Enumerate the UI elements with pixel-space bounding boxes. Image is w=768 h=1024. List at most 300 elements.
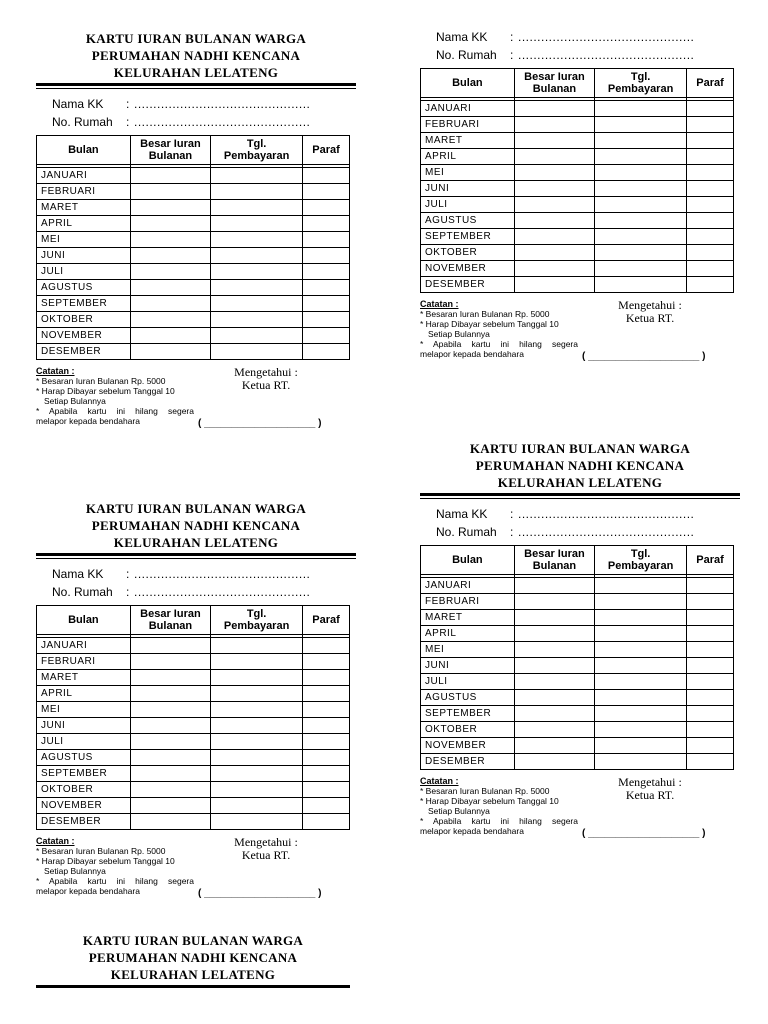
amount-cell[interactable] <box>130 168 210 184</box>
amount-cell[interactable] <box>130 280 210 296</box>
amount-cell[interactable] <box>514 245 594 261</box>
date-cell[interactable] <box>595 229 687 245</box>
month-cell: OKTOBER <box>421 722 515 738</box>
date-cell[interactable] <box>595 117 687 133</box>
table-row <box>37 766 350 782</box>
month-cell: JANUARI <box>37 638 131 654</box>
colon: : <box>126 567 130 581</box>
paraf-cell[interactable] <box>687 261 734 277</box>
paraf-cell[interactable] <box>303 264 350 280</box>
amount-cell[interactable] <box>130 296 210 312</box>
col-paraf: Paraf <box>687 546 734 575</box>
col-tgl-pembayaran: Tgl. Pembayaran <box>595 546 687 575</box>
nama-kk-field[interactable]: .............................................. <box>518 507 695 521</box>
note-3: * Apabila kartu ini hilang segera <box>36 876 194 886</box>
notes <box>420 299 578 359</box>
month-cell: FEBRUARI <box>37 184 131 200</box>
date-cell[interactable] <box>595 674 687 690</box>
title-line-2: PERUMAHAN NADHI KENCANA <box>91 48 301 63</box>
month-cell: APRIL <box>37 686 131 702</box>
table-row <box>421 229 734 245</box>
amount-cell[interactable] <box>130 814 210 830</box>
date-cell[interactable] <box>595 213 687 229</box>
col-bulan: Bulan <box>421 69 515 98</box>
date-cell[interactable] <box>211 312 303 328</box>
paraf-cell[interactable] <box>687 181 734 197</box>
nama-kk-label: Nama KK <box>52 97 104 111</box>
date-cell[interactable] <box>211 264 303 280</box>
date-cell[interactable] <box>595 594 687 610</box>
nama-kk-field[interactable]: .............................................. <box>134 97 311 111</box>
dues-card-5-header <box>36 932 350 988</box>
amount-cell[interactable] <box>514 738 594 754</box>
ack-line-1: Mengetahui : <box>618 298 682 312</box>
table-row <box>421 658 734 674</box>
paraf-cell[interactable] <box>303 184 350 200</box>
month-cell: SEPTEMBER <box>421 229 515 245</box>
date-cell[interactable] <box>211 248 303 264</box>
col-besar-iuran: Besar Iuran Bulanan <box>514 546 594 575</box>
month-cell: AGUSTUS <box>421 690 515 706</box>
date-cell[interactable] <box>211 280 303 296</box>
paraf-cell[interactable] <box>687 754 734 770</box>
table-row <box>421 245 734 261</box>
ack-line-2: Ketua RT. <box>241 378 291 392</box>
month-cell: AGUSTUS <box>37 750 131 766</box>
amount-cell[interactable] <box>130 654 210 670</box>
nama-kk-field[interactable]: .............................................. <box>518 30 695 44</box>
paraf-cell[interactable] <box>303 168 350 184</box>
date-cell[interactable] <box>211 750 303 766</box>
header-rule-thin <box>36 88 356 89</box>
month-cell: JANUARI <box>421 578 515 594</box>
dues-card-4 <box>420 440 740 848</box>
amount-cell[interactable] <box>130 638 210 654</box>
amount-cell[interactable] <box>514 754 594 770</box>
paraf-cell[interactable] <box>687 133 734 149</box>
note-1: * Besaran Iuran Bulanan Rp. 5000 <box>36 376 166 386</box>
month-cell: OKTOBER <box>421 245 515 261</box>
date-cell[interactable] <box>595 197 687 213</box>
date-cell[interactable] <box>595 706 687 722</box>
amount-cell[interactable] <box>130 184 210 200</box>
ack-line-2: Ketua RT. <box>625 311 675 325</box>
paraf-cell[interactable] <box>303 232 350 248</box>
amount-cell[interactable] <box>130 248 210 264</box>
signature-line[interactable]: ( ____________________ ) <box>582 828 706 839</box>
paraf-cell[interactable] <box>687 706 734 722</box>
amount-cell[interactable] <box>514 626 594 642</box>
amount-cell[interactable] <box>514 197 594 213</box>
date-cell[interactable] <box>211 168 303 184</box>
card-footer <box>36 366 356 438</box>
amount-cell[interactable] <box>514 117 594 133</box>
table-row <box>37 750 350 766</box>
colon: : <box>510 525 514 539</box>
title-line-3: KELURAHAN LELATENG <box>110 967 276 982</box>
paraf-cell[interactable] <box>303 328 350 344</box>
notes <box>420 776 578 836</box>
paraf-cell[interactable] <box>687 245 734 261</box>
date-cell[interactable] <box>595 133 687 149</box>
amount-cell[interactable] <box>514 133 594 149</box>
no-rumah-row <box>436 46 740 64</box>
no-rumah-row <box>436 523 740 541</box>
nama-kk-row <box>436 28 740 46</box>
month-cell: JULI <box>37 734 131 750</box>
paraf-cell[interactable] <box>687 690 734 706</box>
month-cell: AGUSTUS <box>37 280 131 296</box>
header-rule-thin <box>420 498 740 499</box>
amount-cell[interactable] <box>130 734 210 750</box>
colon: : <box>510 48 514 62</box>
dues-table <box>420 68 734 293</box>
date-cell[interactable] <box>595 101 687 117</box>
colon: : <box>126 97 130 111</box>
table-row <box>37 686 350 702</box>
paraf-cell[interactable] <box>687 578 734 594</box>
date-cell[interactable] <box>595 245 687 261</box>
paraf-cell[interactable] <box>303 686 350 702</box>
table-row <box>421 626 734 642</box>
dues-card-3 <box>36 500 356 908</box>
paraf-cell[interactable] <box>687 642 734 658</box>
paraf-cell[interactable] <box>687 738 734 754</box>
date-cell[interactable] <box>211 232 303 248</box>
note-3: * Apabila kartu ini hilang segera <box>420 339 578 349</box>
date-cell[interactable] <box>211 670 303 686</box>
title-line-3: KELURAHAN LELATENG <box>113 65 279 80</box>
month-cell: SEPTEMBER <box>37 766 131 782</box>
colon: : <box>126 585 130 599</box>
col-besar-iuran: Besar Iuran Bulanan <box>130 606 210 635</box>
table-row <box>421 181 734 197</box>
date-cell[interactable] <box>211 718 303 734</box>
paraf-cell[interactable] <box>303 638 350 654</box>
table-row <box>421 133 734 149</box>
date-cell[interactable] <box>595 754 687 770</box>
table-header-row <box>421 69 734 98</box>
col-besar-iuran: Besar Iuran Bulanan <box>514 69 594 98</box>
amount-cell[interactable] <box>130 718 210 734</box>
table-row <box>421 578 734 594</box>
note-3-cont: melapor kepada bendahara <box>420 349 524 359</box>
notes-title: Catatan : <box>36 836 75 846</box>
acknowledgement <box>600 299 700 325</box>
nama-kk-field[interactable]: .............................................. <box>134 567 311 581</box>
date-cell[interactable] <box>595 690 687 706</box>
paraf-cell[interactable] <box>687 197 734 213</box>
dues-card-2 <box>420 0 740 371</box>
table-row <box>37 280 350 296</box>
table-row <box>37 718 350 734</box>
title-line-3: KELURAHAN LELATENG <box>497 475 663 490</box>
table-header-row <box>37 136 350 165</box>
table-row <box>421 754 734 770</box>
date-cell[interactable] <box>211 200 303 216</box>
date-cell[interactable] <box>211 702 303 718</box>
dues-table <box>36 135 350 360</box>
table-row <box>37 654 350 670</box>
title-line-1: KARTU IURAN BULANAN WARGA <box>85 501 307 516</box>
nama-kk-label: Nama KK <box>436 507 488 521</box>
amount-cell[interactable] <box>514 149 594 165</box>
header-rule <box>36 553 356 556</box>
amount-cell[interactable] <box>514 578 594 594</box>
paraf-cell[interactable] <box>303 200 350 216</box>
table-row <box>37 328 350 344</box>
month-cell: APRIL <box>421 149 515 165</box>
signature-line[interactable]: ( ____________________ ) <box>582 351 706 362</box>
amount-cell[interactable] <box>514 181 594 197</box>
table-row <box>421 261 734 277</box>
table-row <box>37 638 350 654</box>
card-footer <box>36 836 356 908</box>
note-3-cont: melapor kepada bendahara <box>420 826 524 836</box>
date-cell[interactable] <box>211 782 303 798</box>
month-cell: MARET <box>37 670 131 686</box>
amount-cell[interactable] <box>130 782 210 798</box>
amount-cell[interactable] <box>514 674 594 690</box>
colon: : <box>510 507 514 521</box>
amount-cell[interactable] <box>130 344 210 360</box>
paraf-cell[interactable] <box>303 766 350 782</box>
paraf-cell[interactable] <box>303 248 350 264</box>
paraf-cell[interactable] <box>687 674 734 690</box>
table-row <box>37 734 350 750</box>
card-fields <box>420 28 740 64</box>
date-cell[interactable] <box>211 328 303 344</box>
dues-card-1 <box>36 30 356 438</box>
note-2: * Harap Dibayar sebelum Tanggal 10 <box>420 319 559 329</box>
no-rumah-row <box>52 583 356 601</box>
note-2-cont: Setiap Bulannya <box>428 806 490 816</box>
month-cell: AGUSTUS <box>421 213 515 229</box>
note-2: * Harap Dibayar sebelum Tanggal 10 <box>36 386 175 396</box>
month-cell: NOVEMBER <box>37 798 131 814</box>
amount-cell[interactable] <box>130 200 210 216</box>
month-cell: FEBRUARI <box>37 654 131 670</box>
amount-cell[interactable] <box>514 642 594 658</box>
amount-cell[interactable] <box>514 690 594 706</box>
table-row <box>37 702 350 718</box>
paraf-cell[interactable] <box>687 722 734 738</box>
amount-cell[interactable] <box>514 165 594 181</box>
month-cell: DESEMBER <box>37 814 131 830</box>
amount-cell[interactable] <box>130 216 210 232</box>
table-header-row <box>37 606 350 635</box>
nama-kk-label: Nama KK <box>52 567 104 581</box>
paraf-cell[interactable] <box>687 149 734 165</box>
notes <box>36 836 194 896</box>
table-row <box>421 277 734 293</box>
col-bulan: Bulan <box>37 136 131 165</box>
month-cell: DESEMBER <box>421 277 515 293</box>
amount-cell[interactable] <box>514 594 594 610</box>
date-cell[interactable] <box>211 798 303 814</box>
amount-cell[interactable] <box>130 686 210 702</box>
date-cell[interactable] <box>595 578 687 594</box>
table-row <box>421 101 734 117</box>
paraf-cell[interactable] <box>303 280 350 296</box>
paraf-cell[interactable] <box>303 670 350 686</box>
table-row <box>421 213 734 229</box>
amount-cell[interactable] <box>514 229 594 245</box>
col-tgl-pembayaran: Tgl. Pembayaran <box>211 606 303 635</box>
month-cell: JUNI <box>37 718 131 734</box>
date-cell[interactable] <box>595 261 687 277</box>
table-row <box>421 738 734 754</box>
date-cell[interactable] <box>211 184 303 200</box>
table-row <box>421 610 734 626</box>
note-2-cont: Setiap Bulannya <box>44 396 106 406</box>
amount-cell[interactable] <box>514 722 594 738</box>
date-cell[interactable] <box>211 654 303 670</box>
amount-cell[interactable] <box>514 706 594 722</box>
notes-title: Catatan : <box>420 776 459 786</box>
nama-kk-row <box>52 565 356 583</box>
month-cell: APRIL <box>37 216 131 232</box>
acknowledgement <box>216 366 316 392</box>
paraf-cell[interactable] <box>303 654 350 670</box>
paraf-cell[interactable] <box>303 750 350 766</box>
dues-table <box>36 605 350 830</box>
paraf-cell[interactable] <box>687 277 734 293</box>
paraf-cell[interactable] <box>687 610 734 626</box>
signature-line[interactable]: ( ____________________ ) <box>198 888 322 899</box>
date-cell[interactable] <box>595 626 687 642</box>
date-cell[interactable] <box>211 296 303 312</box>
date-cell[interactable] <box>211 638 303 654</box>
no-rumah-label: No. Rumah <box>436 525 497 539</box>
amount-cell[interactable] <box>514 261 594 277</box>
note-3: * Apabila kartu ini hilang segera <box>420 816 578 826</box>
month-cell: APRIL <box>421 626 515 642</box>
amount-cell[interactable] <box>130 798 210 814</box>
no-rumah-field[interactable]: .............................................. <box>134 585 311 599</box>
ack-line-2: Ketua RT. <box>241 848 291 862</box>
header-rule <box>36 985 350 988</box>
date-cell[interactable] <box>211 814 303 830</box>
paraf-cell[interactable] <box>687 213 734 229</box>
month-cell: JANUARI <box>421 101 515 117</box>
table-row <box>37 312 350 328</box>
ack-line-1: Mengetahui : <box>234 365 298 379</box>
paraf-cell[interactable] <box>303 734 350 750</box>
paraf-cell[interactable] <box>687 229 734 245</box>
paraf-cell[interactable] <box>303 344 350 360</box>
paraf-cell[interactable] <box>303 216 350 232</box>
note-2: * Harap Dibayar sebelum Tanggal 10 <box>36 856 175 866</box>
paraf-cell[interactable] <box>303 814 350 830</box>
paraf-cell[interactable] <box>303 718 350 734</box>
no-rumah-label: No. Rumah <box>436 48 497 62</box>
table-row <box>421 594 734 610</box>
amount-cell[interactable] <box>514 213 594 229</box>
month-cell: MARET <box>37 200 131 216</box>
notes-title: Catatan : <box>36 366 75 376</box>
date-cell[interactable] <box>595 165 687 181</box>
amount-cell[interactable] <box>130 670 210 686</box>
no-rumah-field[interactable]: .............................................. <box>518 525 695 539</box>
date-cell[interactable] <box>595 149 687 165</box>
month-cell: JULI <box>421 197 515 213</box>
amount-cell[interactable] <box>514 101 594 117</box>
no-rumah-field[interactable]: .............................................. <box>518 48 695 62</box>
table-row <box>421 117 734 133</box>
col-paraf: Paraf <box>687 69 734 98</box>
date-cell[interactable] <box>595 722 687 738</box>
col-paraf: Paraf <box>303 136 350 165</box>
col-bulan: Bulan <box>37 606 131 635</box>
notes-title: Catatan : <box>420 299 459 309</box>
paraf-cell[interactable] <box>303 702 350 718</box>
paraf-cell[interactable] <box>687 626 734 642</box>
month-cell: NOVEMBER <box>421 738 515 754</box>
date-cell[interactable] <box>211 344 303 360</box>
paraf-cell[interactable] <box>303 798 350 814</box>
paraf-cell[interactable] <box>303 782 350 798</box>
date-cell[interactable] <box>595 181 687 197</box>
ack-line-1: Mengetahui : <box>618 775 682 789</box>
date-cell[interactable] <box>595 658 687 674</box>
date-cell[interactable] <box>595 738 687 754</box>
date-cell[interactable] <box>595 642 687 658</box>
amount-cell[interactable] <box>130 750 210 766</box>
date-cell[interactable] <box>211 216 303 232</box>
paraf-cell[interactable] <box>687 594 734 610</box>
amount-cell[interactable] <box>514 610 594 626</box>
amount-cell[interactable] <box>130 702 210 718</box>
no-rumah-field[interactable]: .............................................. <box>134 115 311 129</box>
date-cell[interactable] <box>211 734 303 750</box>
card-footer <box>420 776 740 848</box>
paraf-cell[interactable] <box>687 658 734 674</box>
month-cell: SEPTEMBER <box>421 706 515 722</box>
acknowledgement <box>216 836 316 862</box>
paraf-cell[interactable] <box>687 117 734 133</box>
title-line-3: KELURAHAN LELATENG <box>113 535 279 550</box>
amount-cell[interactable] <box>514 277 594 293</box>
paraf-cell[interactable] <box>303 296 350 312</box>
note-3: * Apabila kartu ini hilang segera <box>36 406 194 416</box>
amount-cell[interactable] <box>130 312 210 328</box>
date-cell[interactable] <box>211 766 303 782</box>
table-row <box>37 168 350 184</box>
date-cell[interactable] <box>595 610 687 626</box>
paraf-cell[interactable] <box>687 165 734 181</box>
table-row <box>37 184 350 200</box>
amount-cell[interactable] <box>130 232 210 248</box>
amount-cell[interactable] <box>514 658 594 674</box>
title-line-1: KARTU IURAN BULANAN WARGA <box>82 933 304 948</box>
col-besar-iuran: Besar Iuran Bulanan <box>130 136 210 165</box>
month-cell: JUNI <box>421 181 515 197</box>
signature-line[interactable]: ( ____________________ ) <box>198 418 322 429</box>
date-cell[interactable] <box>211 686 303 702</box>
paraf-cell[interactable] <box>687 101 734 117</box>
title-line-1: KARTU IURAN BULANAN WARGA <box>85 31 307 46</box>
card-title <box>420 440 740 491</box>
header-rule <box>420 493 740 496</box>
table-row <box>37 264 350 280</box>
amount-cell[interactable] <box>130 328 210 344</box>
amount-cell[interactable] <box>130 766 210 782</box>
paraf-cell[interactable] <box>303 312 350 328</box>
date-cell[interactable] <box>595 277 687 293</box>
month-cell: JANUARI <box>37 168 131 184</box>
amount-cell[interactable] <box>130 264 210 280</box>
